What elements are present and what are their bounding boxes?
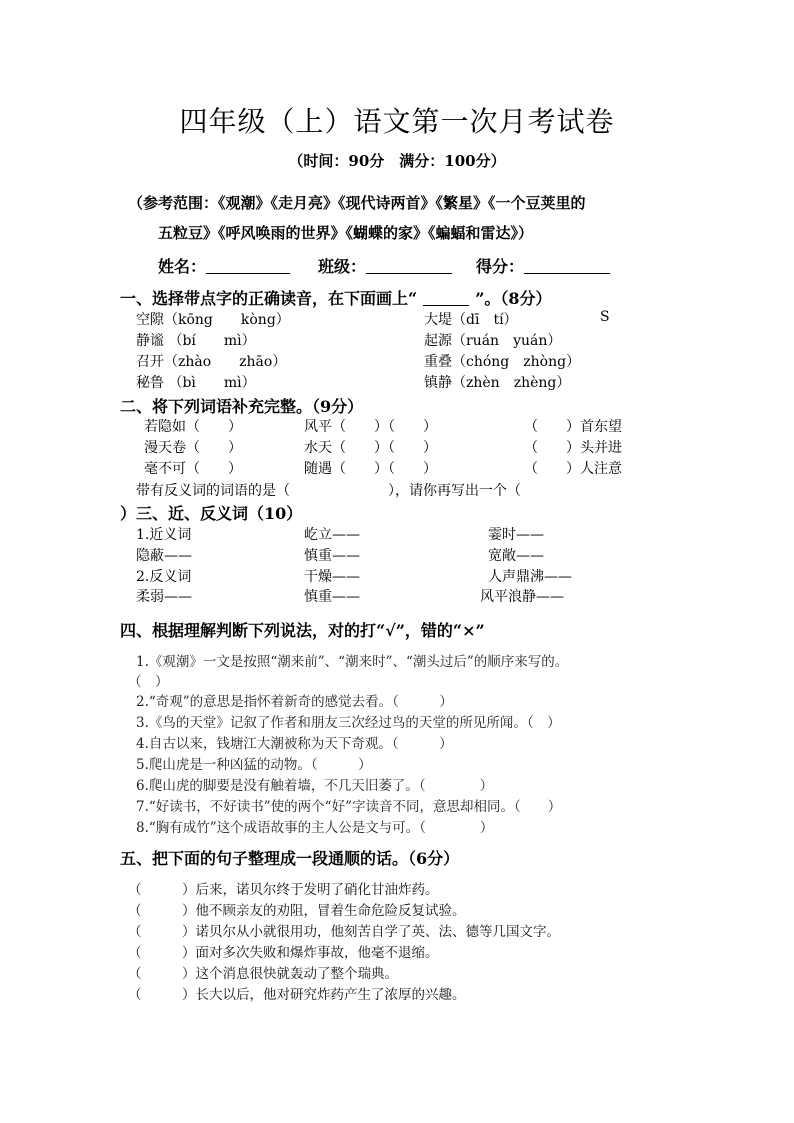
s3-r4-c3[interactable]: 风平浪静—— — [480, 589, 564, 605]
s3-r2-c3[interactable]: 宽敞—— — [488, 548, 544, 564]
s4-item-5[interactable]: 5.爬山虎是一种凶猛的动物。（ ） — [136, 757, 372, 773]
s4-item-3[interactable]: 3.《鸟的天堂》记叙了作者和朋友三次经过鸟的天堂的所见所闻。（ ） — [136, 715, 561, 731]
s2-col3-2[interactable]: （ ）头并进 — [524, 440, 622, 456]
s4-item-1: 1.《观潮》一文是按照“潮来前”、“潮来时”、“潮头过后”的顺序来写的。 — [136, 654, 569, 670]
s4-item-8[interactable]: 8.“胸有成竹”这个成语故事的主人公是文与可。（ ） — [136, 820, 494, 836]
s2-col1-2[interactable]: 漫天卷（ ） — [144, 440, 242, 456]
s3-r2-c1[interactable]: 隐蔽—— — [136, 548, 192, 564]
s1-left-2: 静谧 （bí mì） — [136, 333, 256, 349]
s5-item-3[interactable]: （ ）诺贝尔从小就很用功，他刻苦自学了英、法、德等几国文字。 — [128, 924, 560, 940]
s4-item-6[interactable]: 6.爬山虎的脚要是没有触着墙，不几天旧萎了。（ ） — [136, 778, 494, 794]
class-field[interactable] — [318, 254, 452, 277]
section-3-heading: ）三、近、反义词（10） — [120, 504, 303, 523]
scope-line-2: 五粒豆》《呼风唤雨的世界》《蝴蝶的家》《蝙蝠和雷达》） — [158, 224, 534, 242]
score-blank[interactable] — [524, 257, 610, 274]
scope-line-1: （参考范围：《观潮》《走月亮》《现代诗两首》《繁星》《一个豆荚里的 — [128, 194, 586, 212]
s5-item-1[interactable]: （ ）后来，诺贝尔终于发明了硝化甘油炸药。 — [128, 882, 439, 898]
section-5-heading: 五、把下面的句子整理成一段通顺的话。（6分） — [120, 849, 460, 868]
s2-col2-2[interactable]: 水天（ ）（ ） — [304, 440, 437, 456]
s2-antonym-line[interactable]: 带有反义词的词语的是（ ），请你再写出一个（ — [136, 483, 521, 499]
s4-item-7[interactable]: 7.“好读书，不好读书”使的两个“好”字读音不同，意思却相同。（ ） — [136, 799, 562, 815]
s4-item-1-answer[interactable]: （ ） — [128, 674, 169, 690]
s3-r2-c2[interactable]: 慎重—— — [304, 548, 360, 564]
s5-item-5[interactable]: （ ）这个消息很快就轰动了整个瑞典。 — [128, 966, 398, 982]
page-title: 四年级（上）语文第一次月考试卷 — [179, 105, 615, 138]
name-field[interactable] — [158, 254, 290, 277]
s2-col3-1[interactable]: （ ）首东望 — [524, 419, 622, 435]
s3-r3-c3[interactable]: 人声鼎沸—— — [488, 569, 572, 585]
s2-col1-3[interactable]: 毫不可（ ） — [144, 461, 242, 477]
s2-col3-3[interactable]: （ ）人注意 — [524, 461, 622, 477]
s2-col1-1[interactable]: 若隐如（ ） — [144, 419, 242, 435]
class-label: 班级： — [318, 257, 367, 276]
s4-item-4[interactable]: 4.自古以来，钱塘江大潮被称为天下奇观。（ ） — [136, 736, 453, 752]
s3-r3-c1: 2.反义词 — [136, 569, 192, 585]
s1-right-2: 起源（ruán yuán） — [424, 333, 562, 349]
s1-right-1: 大堤（dī tí） — [424, 312, 518, 328]
stray-letter: S — [600, 309, 610, 325]
s1-right-3: 重叠（chóng zhòng） — [424, 354, 581, 370]
underline-sample — [423, 291, 469, 306]
s1-left-1: 空隙（kōng kòng） — [136, 312, 290, 328]
s5-item-4[interactable]: （ ）面对多次失败和爆炸事故，他毫不退缩。 — [128, 945, 439, 961]
name-blank[interactable] — [206, 257, 290, 274]
s2-col2-1[interactable]: 风平（ ）（ ） — [304, 419, 437, 435]
s3-r3-c2[interactable]: 干燥—— — [304, 569, 360, 585]
section-1-heading: 一、选择带点字的正确读音，在下面画上“ ”。（8分） — [120, 289, 552, 308]
s5-item-2[interactable]: （ ）他不顾亲友的劝阻，冒着生命危险反复试验。 — [128, 903, 466, 919]
s3-r4-c2[interactable]: 慎重—— — [304, 589, 360, 605]
s1-right-4: 镇静（zhèn zhèng） — [424, 375, 571, 391]
s3-r1-c1: 1.近义词 — [136, 527, 192, 543]
section-4-heading: 四、根据理解判断下列说法，对的打“√”，错的“×” — [120, 621, 485, 640]
s1-left-3: 召开（zhào zhāo） — [136, 354, 287, 370]
section-2-heading: 二、将下列词语补充完整。（9分） — [120, 397, 364, 416]
exam-time-info: （时间：90分 满分：100分） — [288, 152, 506, 170]
s2-col2-3[interactable]: 随遇（ ）（ ） — [304, 461, 437, 477]
score-label: 得分： — [476, 257, 525, 276]
s1-left-4: 秘鲁 （bì mì） — [136, 375, 256, 391]
score-field[interactable] — [476, 254, 610, 277]
s5-item-6[interactable]: （ ）长大以后，他对研究炸药产生了浓厚的兴趣。 — [128, 987, 466, 1003]
s3-r1-c3[interactable]: 霎时—— — [488, 527, 544, 543]
class-blank[interactable] — [366, 257, 452, 274]
name-label: 姓名： — [158, 257, 207, 276]
s4-item-2[interactable]: 2.“奇观”的意思是指怀着新奇的感觉去看。（ ） — [136, 694, 453, 710]
s3-r1-c2[interactable]: 屹立—— — [304, 527, 360, 543]
s3-r4-c1[interactable]: 柔弱—— — [136, 589, 192, 605]
